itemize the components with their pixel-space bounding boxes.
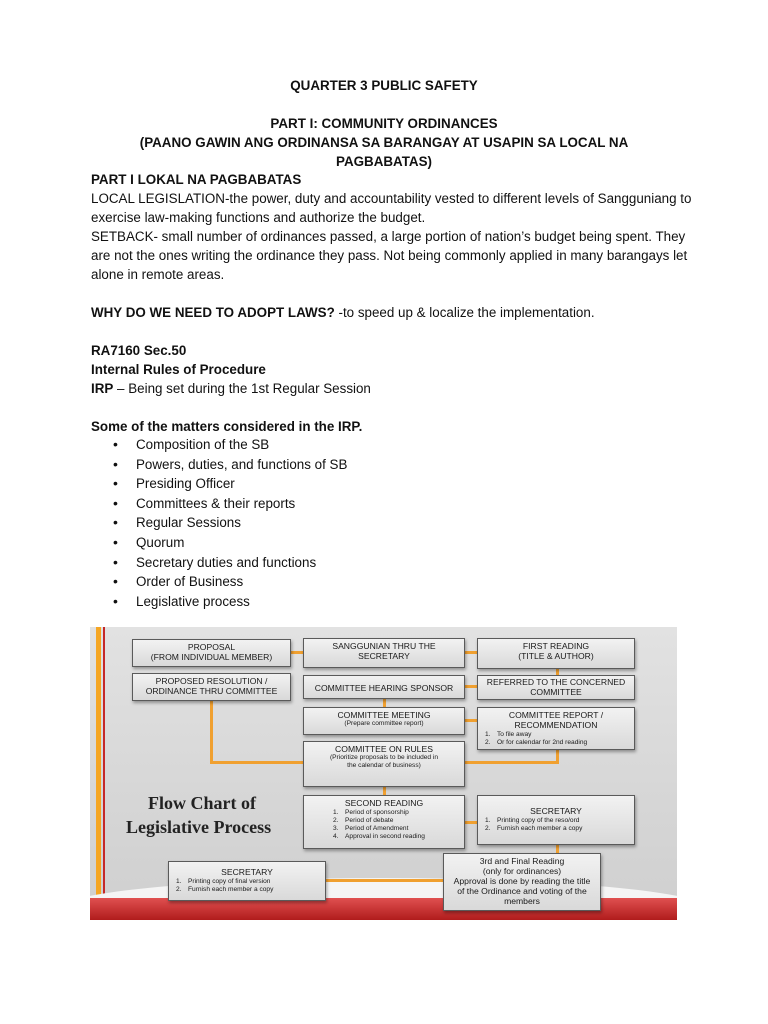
irp-desc: – Being set during the 1st Regular Session xyxy=(113,381,371,396)
box-text: (Prioritize proposals to be included in xyxy=(329,754,439,761)
box-text: COMMITTEE MEETING xyxy=(337,710,431,720)
list-item: • Quorum xyxy=(91,533,347,553)
box-text: 3rd and Final Reading xyxy=(479,856,565,866)
list-item: 1. To file away xyxy=(485,731,532,738)
box-text: (TITLE & AUTHOR) xyxy=(518,651,594,661)
list-item: • Presiding Officer xyxy=(91,474,347,494)
setback-paragraph: SETBACK- small number of ordinances passed, a large portion of nation’s budget being spent. They are not the ones writing the ordinance they pass. Not being commonly applied in many barangays let alone in remote areas. xyxy=(91,229,688,282)
connector-line xyxy=(465,821,477,824)
second-reading-box xyxy=(303,795,465,849)
second-reading-list xyxy=(307,809,461,841)
third-reading-box xyxy=(443,853,601,911)
irp-line xyxy=(91,379,371,398)
flowchart-title-line: Flow Chart of xyxy=(148,793,256,813)
committee-report-list xyxy=(481,731,631,747)
connector-line xyxy=(465,651,477,654)
accent-bar-orange xyxy=(96,627,101,920)
box-text: COMMITTEE xyxy=(530,687,582,697)
list-item: • Powers, duties, and functions of SB xyxy=(91,455,347,475)
why-answer: -to speed up & localize the implementation. xyxy=(334,305,595,320)
proposed-resolution-box xyxy=(132,673,291,701)
committee-report-box xyxy=(477,707,635,750)
box-text: RECOMMENDATION xyxy=(514,720,598,730)
box-text: PROPOSAL xyxy=(187,642,236,652)
list-item: • Committees & their reports xyxy=(91,494,347,514)
connector-line xyxy=(291,651,303,654)
connector-line xyxy=(326,879,444,882)
box-text: ORDINANCE THRU COMMITTEE xyxy=(145,686,278,696)
why-question: WHY DO WE NEED TO ADOPT LAWS? xyxy=(91,305,335,320)
connector-line xyxy=(465,761,559,764)
box-text: COMMITTEE REPORT / xyxy=(508,710,604,720)
referred-box xyxy=(477,675,635,700)
box-text: (FROM INDIVIDUAL MEMBER) xyxy=(150,652,273,662)
committee-on-rules-box xyxy=(303,741,465,787)
connector-line xyxy=(465,719,477,722)
connector-line xyxy=(383,787,386,795)
part-title: PART I: COMMUNITY ORDINANCES xyxy=(270,116,498,131)
secretary-left-list xyxy=(172,878,322,894)
matters-heading: Some of the matters considered in the IRP. xyxy=(91,419,363,434)
list-item: 2. Furnish each member a copy xyxy=(485,825,583,832)
proposal-box xyxy=(132,639,291,667)
box-text: SECRETARY xyxy=(221,867,273,877)
secretary-right-list xyxy=(481,817,631,833)
box-text: PROPOSED RESOLUTION / xyxy=(155,676,268,686)
connector-line xyxy=(556,845,559,853)
list-item: • Secretary duties and functions xyxy=(91,553,347,573)
connector-line xyxy=(383,699,386,707)
list-item: 1. Printing copy of the reso/ord xyxy=(485,817,580,824)
first-reading-box xyxy=(477,638,635,669)
committee-hearing-box xyxy=(303,675,465,699)
list-item: 2. Or for calendar for 2nd reading xyxy=(485,739,588,746)
list-item: • Legislative process xyxy=(91,592,347,612)
box-text: FIRST READING xyxy=(522,641,590,651)
connector-line xyxy=(465,685,477,688)
list-item: 2. Furnish each member a copy xyxy=(176,886,274,893)
flowchart-image xyxy=(90,627,677,920)
connector-line xyxy=(210,701,213,763)
box-text: SECOND READING xyxy=(344,798,424,808)
box-text: SANGGUNIAN THRU THE xyxy=(332,641,436,651)
accent-bar-red xyxy=(103,627,105,920)
list-item: 2. Period of debate xyxy=(333,817,394,824)
section-heading: PART I LOKAL NA PAGBABATAS xyxy=(91,172,302,187)
why-paragraph xyxy=(91,303,595,322)
box-text: SECRETARY xyxy=(530,806,582,816)
list-item: • Order of Business xyxy=(91,572,347,592)
local-legislation-paragraph: LOCAL LEGISLATION-the power, duty and accountability vested to different levels of Sangguniang to exercise law-making functions and authorize the budget. xyxy=(91,191,692,225)
box-text: SECRETARY xyxy=(358,651,410,661)
sanggunian-box xyxy=(303,638,465,668)
list-item: • Composition of the SB xyxy=(91,435,347,455)
secretary-left-box xyxy=(168,861,326,901)
box-text: of the Ordinance and voting of the xyxy=(457,886,587,896)
list-item: 1. Printing copy of final version xyxy=(176,878,271,885)
list-item: 4. Approval in second reading xyxy=(333,833,425,840)
irp-abbr: IRP xyxy=(91,381,114,396)
box-text: (Prepare committee report) xyxy=(344,720,424,727)
box-text: members xyxy=(504,896,540,906)
box-text: COMMITTEE HEARING SPONSOR xyxy=(314,683,454,693)
flowchart-title xyxy=(126,791,271,839)
irp-full-name: Internal Rules of Procedure xyxy=(91,362,266,377)
connector-line xyxy=(210,761,304,764)
document-title: QUARTER 3 PUBLIC SAFETY xyxy=(290,78,478,93)
box-text: COMMITTEE ON RULES xyxy=(335,744,433,754)
list-item: • Regular Sessions xyxy=(91,513,347,533)
box-text: Approval is done by reading the title xyxy=(453,876,591,886)
ra-code: RA7160 Sec.50 xyxy=(91,343,187,358)
box-text: (only for ordinances) xyxy=(482,866,562,876)
list-item: 1. Period of sponsorship xyxy=(333,809,409,816)
matters-list xyxy=(91,435,347,611)
flowchart-title-line: Legislative Process xyxy=(126,817,272,837)
box-text: the calendar of business) xyxy=(347,762,421,769)
part-subtitle: (PAANO GAWIN ANG ORDINANSA SA BARANGAY AT USAPIN SA LOCAL NA PAGBABATAS) xyxy=(139,135,629,169)
secretary-right-box xyxy=(477,795,635,845)
committee-meeting-box xyxy=(303,707,465,735)
list-item: 3. Period of Amendment xyxy=(333,825,409,832)
box-text: REFERRED TO THE CONCERNED xyxy=(486,677,626,687)
